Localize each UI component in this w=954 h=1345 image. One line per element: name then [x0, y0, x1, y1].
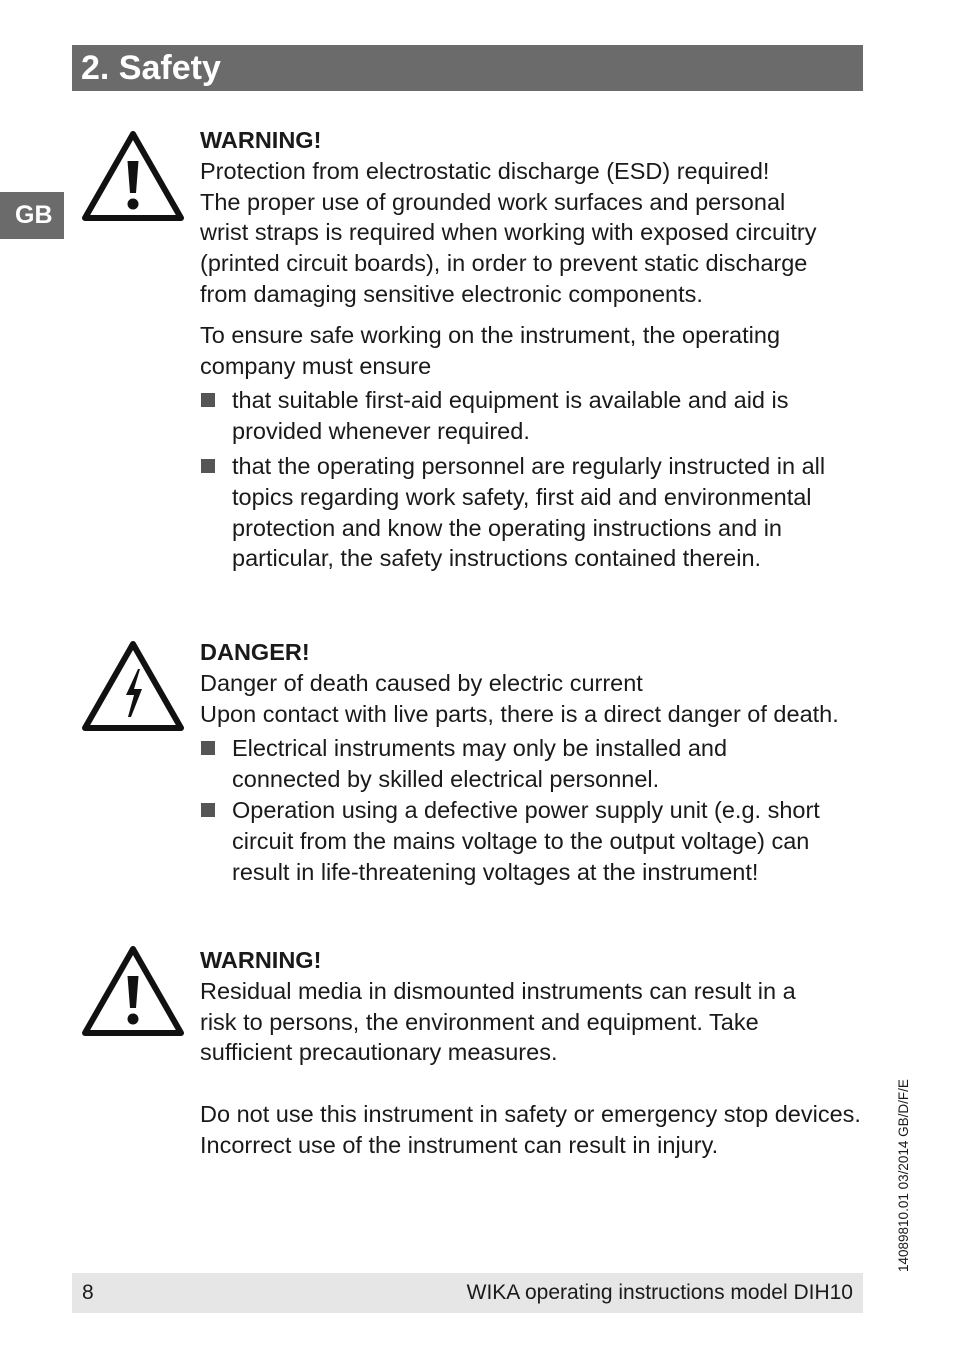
esd-line: The proper use of grounded work surfaces and personal — [200, 188, 786, 215]
danger-line: Upon contact with live parts, there is a direct danger of death. — [200, 700, 839, 727]
esd-line: (printed circuit boards), in order to prevent static discharge — [200, 250, 808, 277]
warning-heading: WARNING! — [200, 947, 322, 973]
residual-media-text: Residual media in dismounted instruments can result in a risk to persons, the environment and equipment. Take sufficient precautionary measures. — [200, 977, 796, 1066]
warning-heading: WARNING! — [200, 127, 322, 153]
esd-line: wrist straps is required when working with exposed circuitry — [200, 219, 817, 246]
section-title: 2. Safety — [72, 45, 863, 91]
esd-warning-block — [200, 125, 868, 578]
bullet-square-icon — [201, 741, 215, 755]
high-voltage-icon — [82, 641, 184, 731]
esd-line: Protection from electrostatic discharge (ESD) required! — [200, 157, 770, 184]
bullet-square-icon — [201, 459, 215, 473]
safety-device-notice: Do not use this instrument in safety or emergency stop devices. Incorrect use of the instrument can result in injury. — [200, 1101, 861, 1158]
danger-heading: DANGER! — [200, 639, 310, 665]
page-footer — [72, 1273, 863, 1313]
esd-line: from damaging sensitive electronic components. — [200, 280, 703, 307]
language-tab: GB — [0, 192, 64, 239]
danger-line: Danger of death caused by electric current — [200, 669, 643, 696]
list-item: that the operating personnel are regularly instructed in all topics regarding work safety, first aid and environmental protection and know the operating instructions and in particular, the safety instructions contained therein. — [200, 451, 840, 574]
list-item: that suitable first-aid equipment is available and aid is provided whenever required. — [200, 385, 840, 447]
warning-exclamation-icon — [82, 131, 184, 221]
document-code: 14089810.01 03/2014 GB/D/F/E — [896, 1079, 911, 1272]
residual-media-warning-block — [200, 945, 868, 1161]
warning-exclamation-icon — [82, 946, 184, 1036]
list-item: Electrical instruments may only be installed and connected by skilled electrical personnel. — [200, 733, 792, 795]
page-number: 8 — [82, 1281, 94, 1304]
electric-danger-block — [200, 637, 868, 887]
electrical-rules-list — [200, 733, 868, 887]
list-item: Operation using a defective power supply unit (e.g. short circuit from the mains voltage to the output voltage) can result in life-threatening voltages at the instrument! — [200, 795, 868, 887]
bullet-square-icon — [201, 393, 215, 407]
operator-obligations-list — [200, 385, 840, 574]
footer-title: WIKA operating instructions model DIH10 — [466, 1281, 853, 1304]
operating-company-intro: To ensure safe working on the instrument, the operating company must ensure — [200, 321, 781, 379]
bullet-square-icon — [201, 803, 215, 817]
